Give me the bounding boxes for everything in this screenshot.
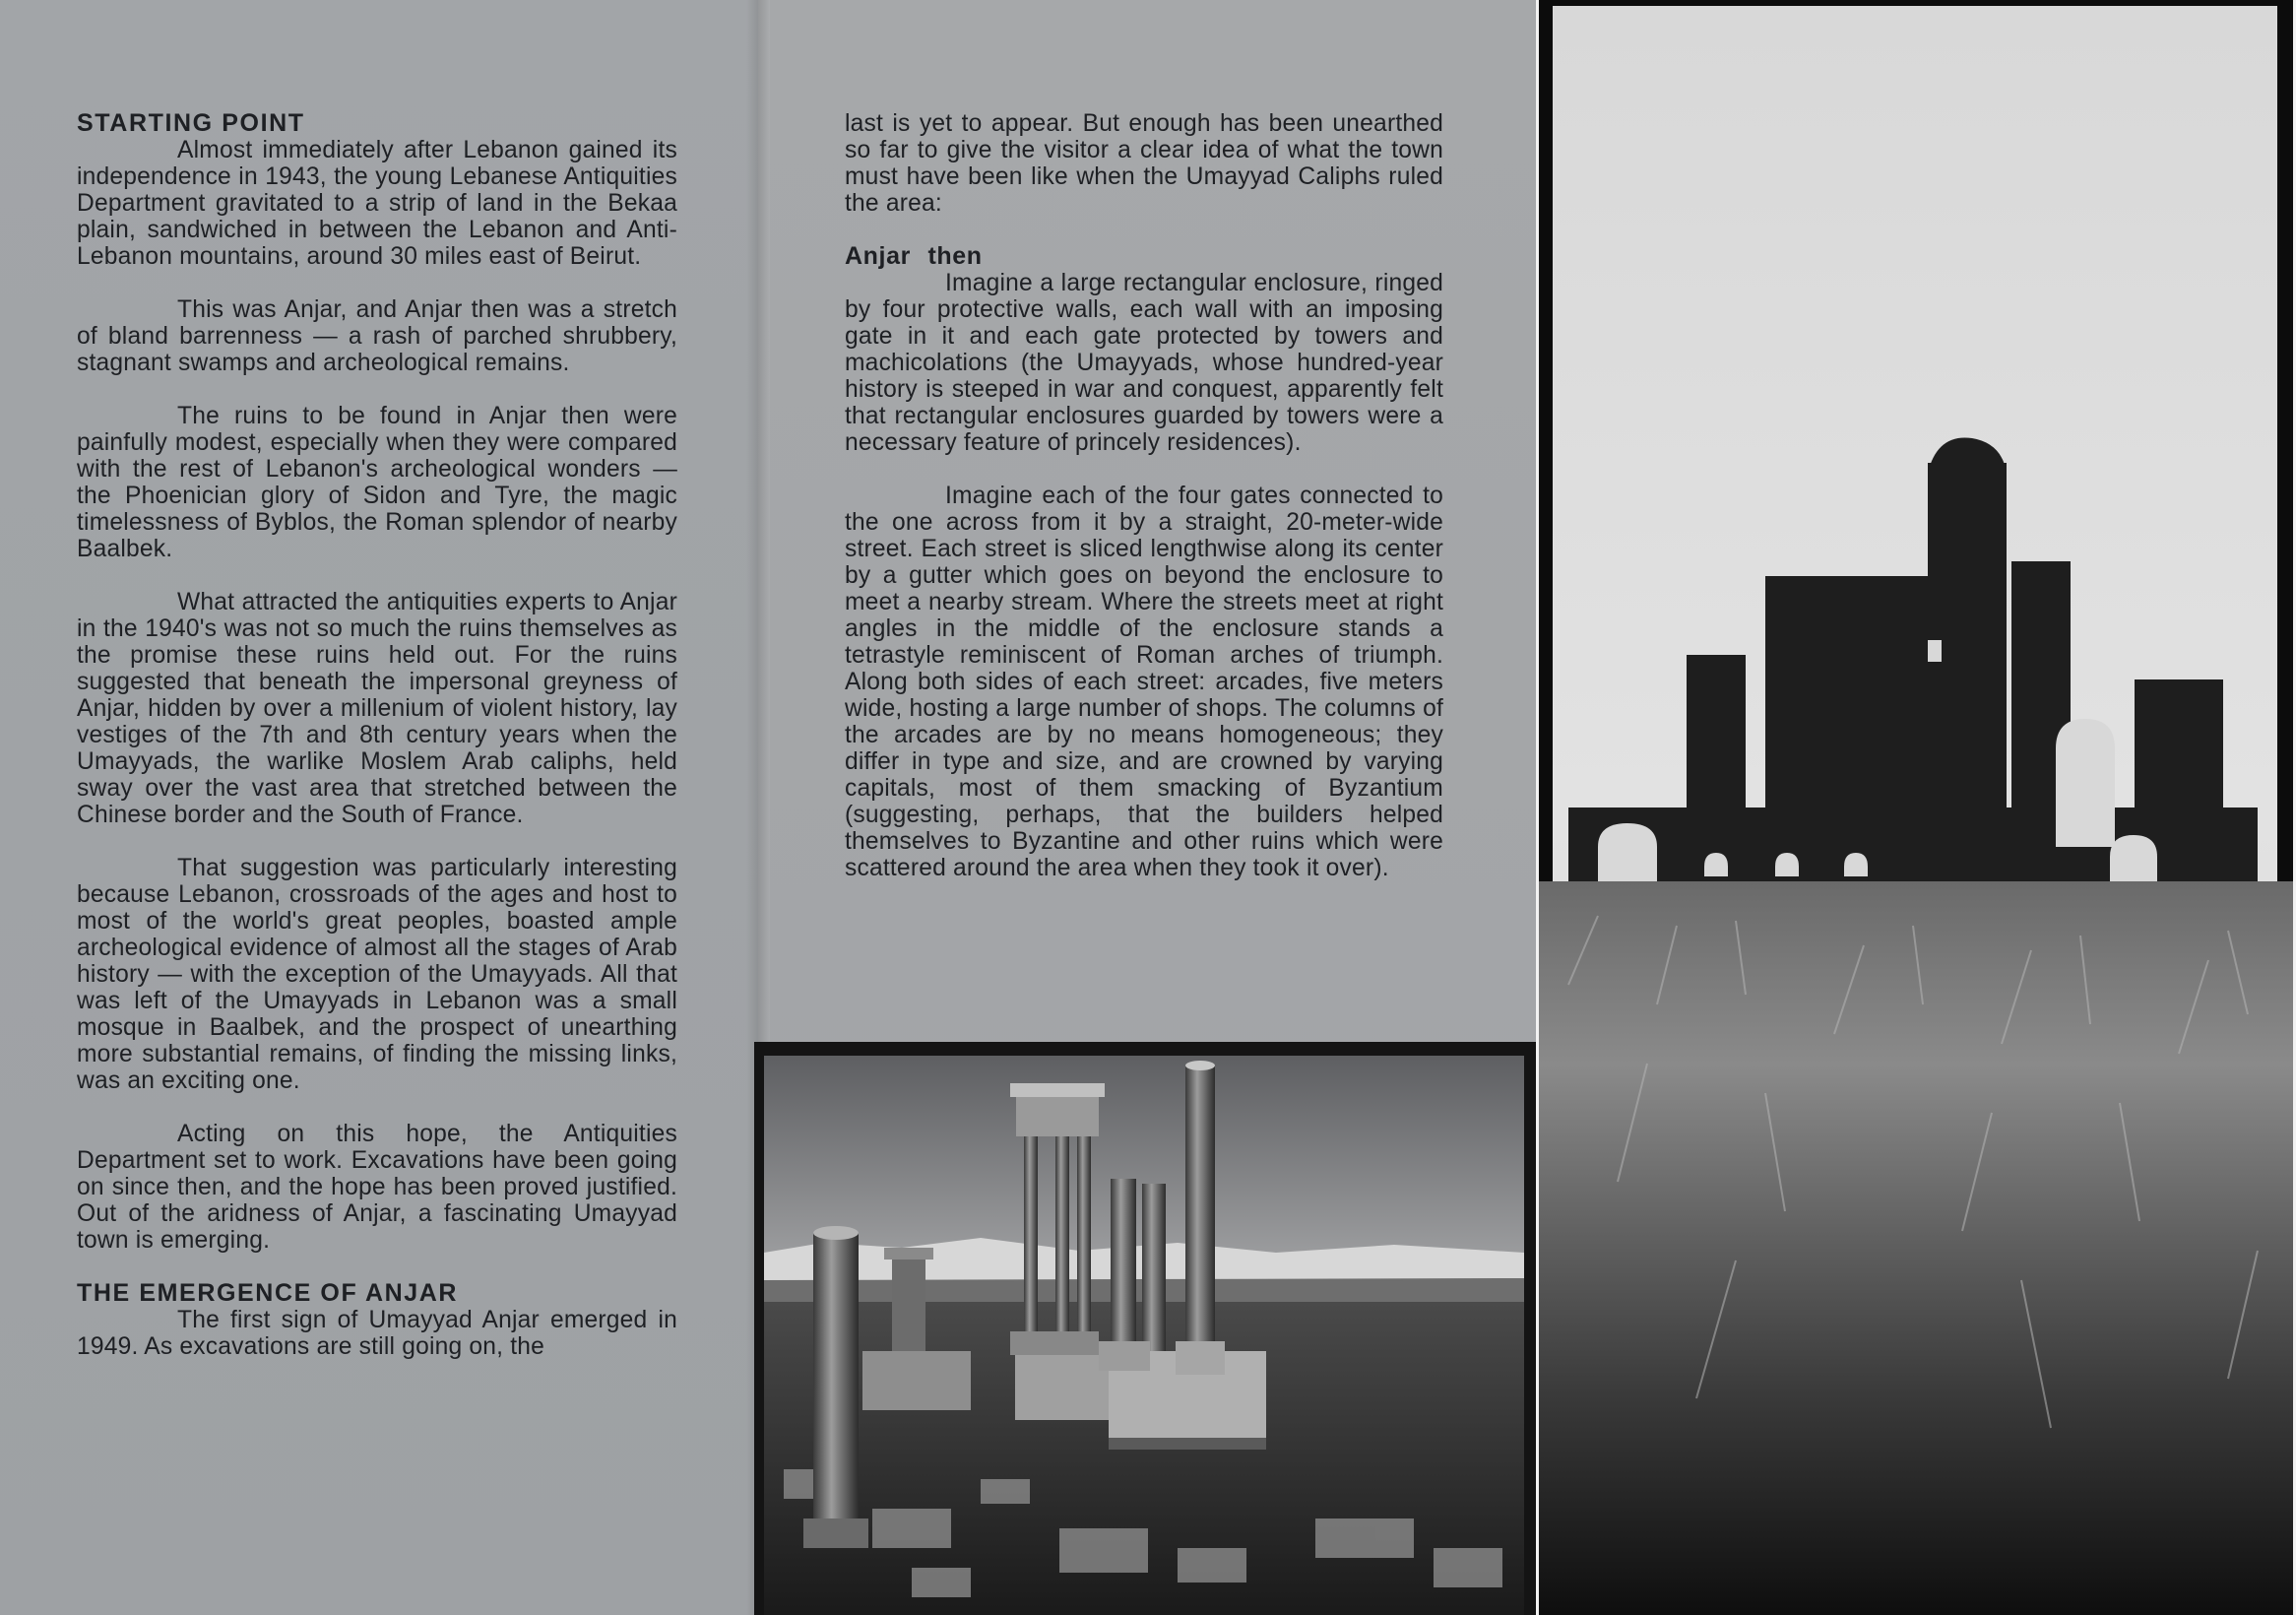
paragraph: Acting on this hope, the Antiquities Department set to work. Excavations have been going on since then, and the hope has been proved justified. Out of the aridness of Anjar, a fascinating Umayyad town is emerging. bbox=[77, 1121, 677, 1254]
ruins-columns-photo bbox=[754, 1042, 1536, 1615]
paragraph: What attracted the antiquities experts to Anjar in the 1940's was not so much the ruins themselves as the promise these ruins held out. For the ruins suggested that beneath the impersonal greyness of Anjar, hidden by over a millenium of violent history, lay vestiges of the 7th and 8th century years when the Umayyads, the warlike Moslem Arab caliphs, held sway over the vast area that stretched between the Chinese border and the South of France. bbox=[77, 589, 677, 828]
heading-starting-point: STARTING POINT bbox=[77, 109, 305, 137]
middle-text-column bbox=[845, 110, 1443, 881]
palace-ruins-grass-photo bbox=[1539, 0, 2293, 1615]
paragraph: last is yet to appear. But enough has been unearthed so far to give the visitor a clear idea of what the town must have been like when the Umayyad Caliphs ruled the area: bbox=[845, 110, 1443, 217]
paragraph: That suggestion was particularly interesting because Lebanon, crossroads of the ages and host to most of the world's great peoples, boasted ample archeological evidence of almost all the stages of Arab history — with the exception of the Umayyads. All that was left of the Umayyads in Lebanon was a small mosque in Baalbek, and the prospect of unearthing more substantial remains, of finding the missing links, was an exciting one. bbox=[77, 855, 677, 1094]
paragraph: Imagine each of the four gates connected to the one across from it by a straight, 20-meter-wide street. Each street is sliced lengthwise along its center by a gutter which goes on beyond the enclosure to meet a nearby stream. Where the streets meet at right angles in the middle of the enclosure stands a tetrastyle reminiscent of Roman arches of triumph. Along both sides of each street: arcades, five meters wide, hosting a large number of shops. The columns of the arcades are by no means homogeneous; they differ in type and size, and are crowned by varying capitals, most of them smacking of Byzantium (suggesting, perhaps, that the builders helped themselves to Byzantine and other ruins which were scattered around the area when they took it over). bbox=[845, 483, 1443, 881]
paragraph: This was Anjar, and Anjar then was a stretch of bland barrenness — a rash of parched shrubbery, stagnant swamps and archeological remains. bbox=[77, 296, 677, 376]
paragraph: The ruins to be found in Anjar then were painfully modest, especially when they were compared with the rest of Lebanon's archeological wonders — the Phoenician glory of Sidon and Tyre, the magic timelessness of Byblos, the Roman splendor of nearby Baalbek. bbox=[77, 403, 677, 562]
paragraph: Imagine a large rectangular enclosure, ringed by four protective walls, each wall with an imposing gate in it and each gate protected by towers and machicolations (the Umayyads, whose hundred-year history is steeped in war and conquest, apparently felt that rectangular enclosures guarded by towers were a necessary feature of princely residences). bbox=[845, 270, 1443, 456]
subheading-anjar-then: Anjar then bbox=[845, 242, 983, 270]
paragraph: Almost immediately after Lebanon gained its independence in 1943, the young Lebanese Antiquities Department gravitated to a strip of land in the Bekaa plain, sandwiched in between the Lebanon and Anti-Lebanon mountains, around 30 miles east of Beirut. bbox=[77, 137, 677, 270]
paragraph: The first sign of Umayyad Anjar emerged in 1949. As excavations are still going on, the bbox=[77, 1307, 677, 1360]
left-text-column bbox=[77, 110, 677, 1360]
palace-ruins-grass-photo-icon bbox=[1539, 0, 2293, 1615]
ruins-columns-photo-icon bbox=[764, 1056, 1524, 1615]
heading-emergence-of-anjar: THE EMERGENCE OF ANJAR bbox=[77, 1279, 459, 1307]
